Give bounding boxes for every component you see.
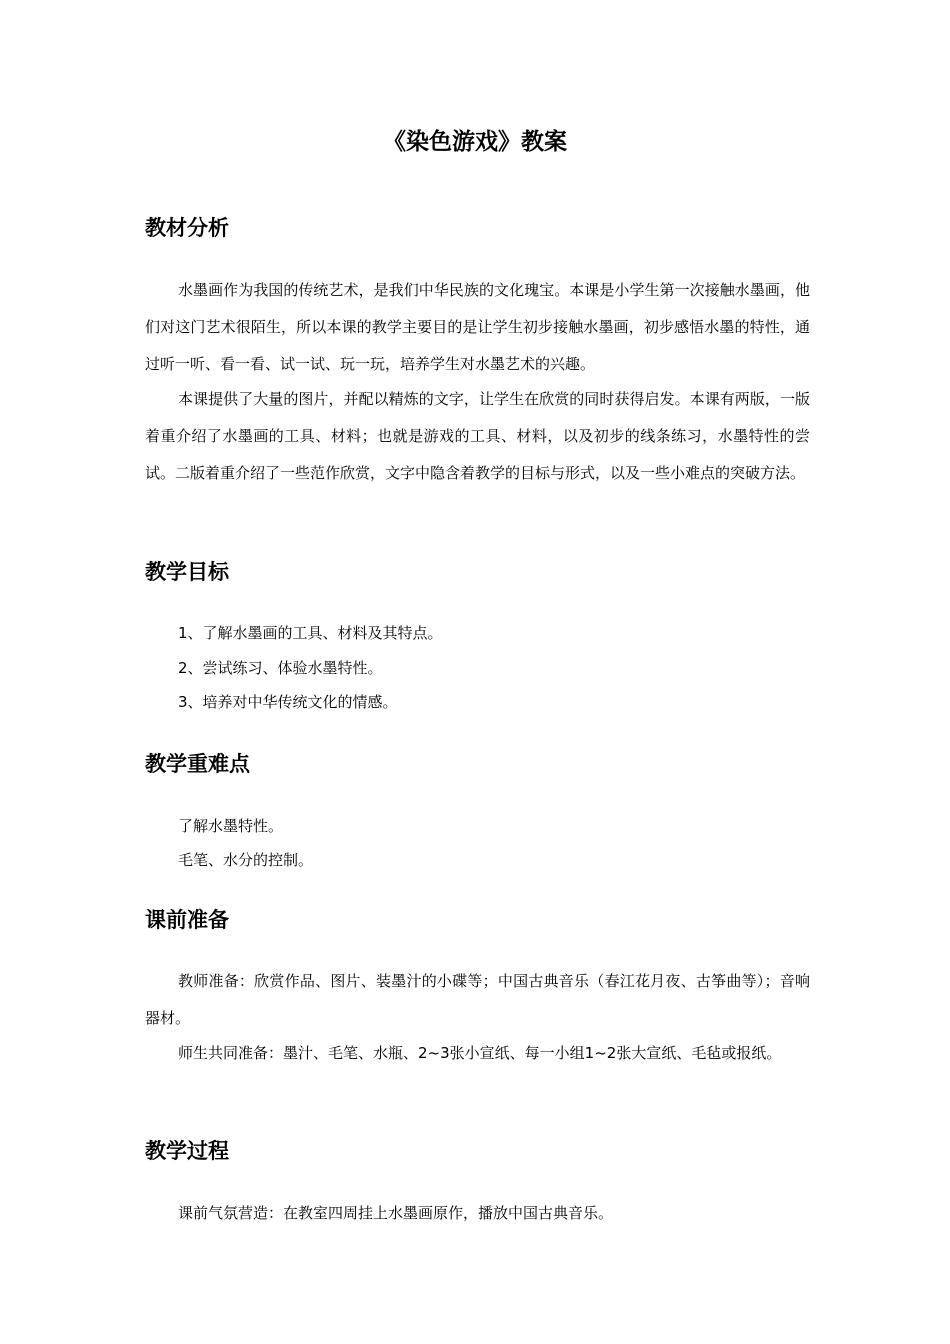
preparation-paragraph-2: 师生共同准备：墨汁、毛笔、水瓶、2~3张小宣纸、每一小组1~2张大宣纸、毛毡或报纸。 [178,1044,782,1062]
goal-item-1: 1、了解水墨画的工具、材料及其特点。 [178,624,443,642]
goal-item-3: 3、培养对中华传统文化的情感。 [178,693,398,711]
document-title: 《染色游戏》教案 [383,129,567,155]
preparation-paragraph-1: 教师准备：欣赏作品、图片、装墨汁的小碟等；中国古典音乐（春江花月夜、古筝曲等）；音响器材。 [145,972,810,1027]
goal-item-2: 2、尝试练习、体验水墨特性。 [178,659,383,677]
section-heading-key-points: 教学重难点 [145,752,250,776]
process-paragraph-1: 课前气氛营造：在教室四周挂上水墨画原作，播放中国古典音乐。 [178,1204,614,1222]
section-heading-preparation: 课前准备 [145,908,229,932]
analysis-paragraph-2: 本课提供了大量的图片，并配以精炼的文字，让学生在欣赏的同时获得启发。本课有两版，一版着重介绍了水墨画的工具、材料；也就是游戏的工具、材料，以及初步的线条练习，水墨特性的尝试。二版着重介绍了一些范作欣赏，文字中隐含着教学的目标与形式，以及一些小难点的突破方法。 [145,390,810,482]
key-point-item-2: 毛笔、水分的控制。 [178,851,314,869]
analysis-paragraph-1: 水墨画作为我国的传统艺术，是我们中华民族的文化瑰宝。本课是小学生第一次接触水墨画，他们对这门艺术很陌生，所以本课的教学主要目的是让学生初步接触水墨画，初步感悟水墨的特性，通过听一听、看一看、试一试、玩一玩，培养学生对水墨艺术的兴趣。 [145,281,810,373]
key-point-item-1: 了解水墨特性。 [178,817,284,835]
section-heading-analysis: 教材分析 [145,216,229,240]
section-heading-process: 教学过程 [145,1139,229,1163]
section-heading-goals: 教学目标 [145,560,229,584]
